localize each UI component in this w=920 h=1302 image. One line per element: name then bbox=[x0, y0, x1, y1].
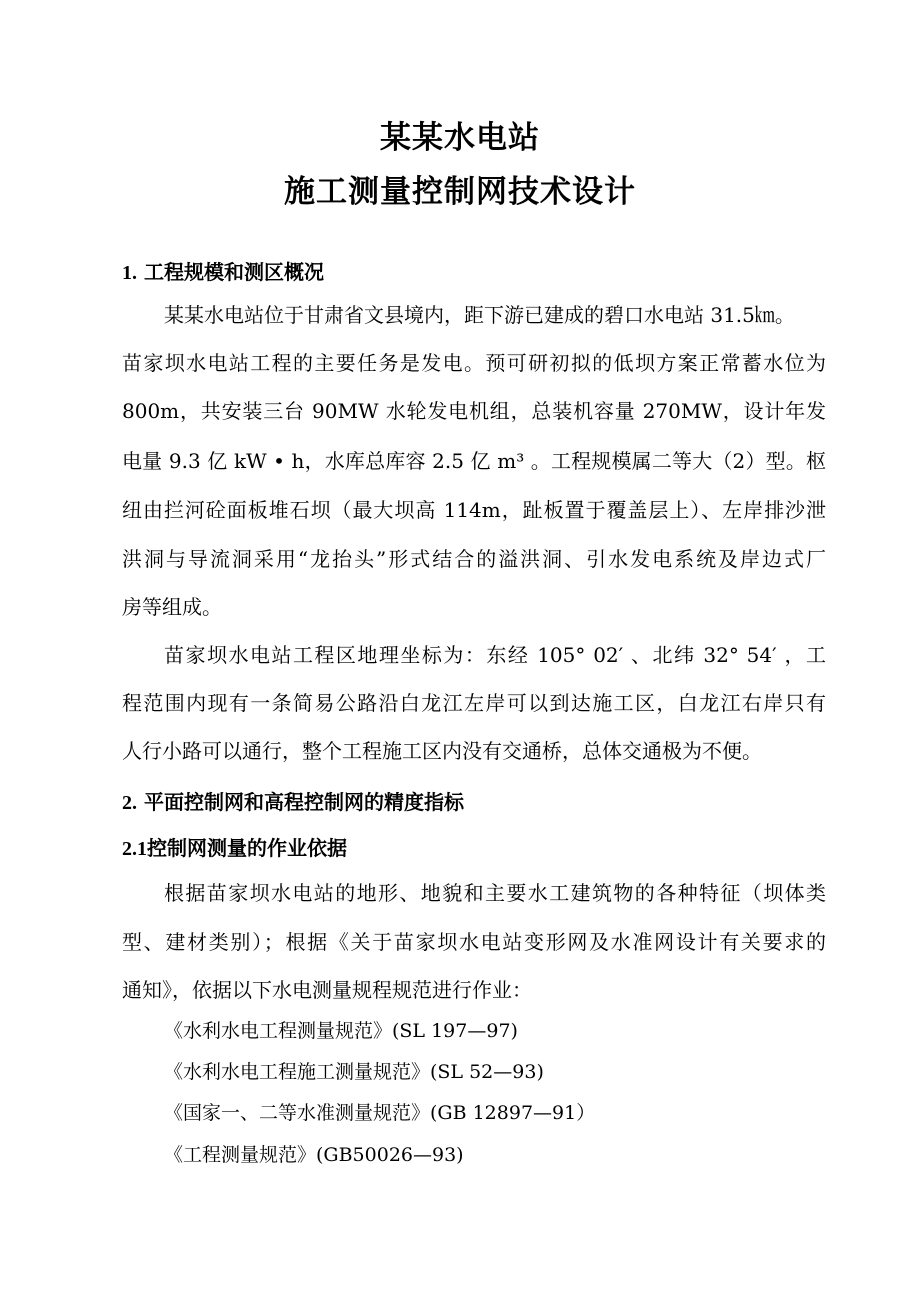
s21-p-line-1: 根据苗家坝水电站的地形、地貌和主要水工建筑物的各种特征（坝体类 bbox=[164, 881, 826, 905]
section-2-heading bbox=[122, 786, 464, 815]
s1-p1-line-3: 800m，共安装三台 90MW 水轮发电机组，总装机容量 270MW，设计年发 bbox=[122, 399, 826, 423]
s1-p1-line-1: 某某水电站位于甘肃省文县境内，距下游已建成的碧口水电站 31.5㎞。 bbox=[164, 303, 795, 327]
section-2-1-number: 2.1 bbox=[122, 838, 147, 860]
s1-p2-line-1: 苗家坝水电站工程区地理坐标为：东经 105° 02′ 、北纬 32° 54′ ，工 bbox=[164, 643, 826, 667]
s1-p1-line-7: 房等组成。 bbox=[122, 595, 222, 619]
section-2-title: 平面控制网和高程控制网的精度指标 bbox=[143, 790, 464, 814]
section-1-title: 工程规模和测区概况 bbox=[143, 260, 324, 284]
s1-p1-line-6: 洪洞与导流洞采用“龙抬头”形式结合的溢洪洞、引水发电系统及岸边式厂 bbox=[122, 547, 826, 571]
s21-p-line-2: 型、建材类别）；根据《关于苗家坝水电站变形网及水准网设计有关要求的 bbox=[122, 930, 826, 954]
section-2-1-title: 控制网测量的作业依据 bbox=[147, 836, 347, 860]
section-2-1-heading bbox=[122, 832, 347, 861]
section-2-number: 2. bbox=[122, 792, 137, 814]
s1-p2-line-3: 人行小路可以通行，整个工程施工区内没有交通桥，总体交通极为不便。 bbox=[122, 739, 762, 763]
section-1-number: 1. bbox=[122, 262, 137, 284]
document-title-line2: 施工测量控制网技术设计 bbox=[284, 174, 636, 210]
document-title-line1: 某某水电站 bbox=[380, 120, 540, 156]
s1-p1-line-4: 电量 9.3 亿 kW • h，水库总库容 2.5 亿 m³ 。工程规模属二等大（2）型。枢 bbox=[122, 449, 826, 473]
reference-item-4: 《工程测量规范》(GB50026—93) bbox=[164, 1144, 464, 1166]
s21-p-line-3: 通知》，依据以下水电测量规程规范进行作业： bbox=[122, 978, 532, 1002]
s1-p1-line-2: 苗家坝水电站工程的主要任务是发电。预可研初拟的低坝方案正常蓄水位为 bbox=[122, 351, 826, 375]
s1-p1-line-5: 纽由拦河砼面板堆石坝（最大坝高 114m，趾板置于覆盖层上）、左岸排沙泄 bbox=[122, 498, 826, 522]
s1-p2-line-2: 程范围内现有一条简易公路沿白龙江左岸可以到达施工区，白龙江右岸只有 bbox=[122, 691, 826, 715]
reference-item-1: 《水利水电工程测量规范》(SL 197—97) bbox=[164, 1020, 518, 1042]
section-1-heading bbox=[122, 256, 324, 285]
reference-item-2: 《水利水电工程施工测量规范》(SL 52—93) bbox=[164, 1061, 544, 1083]
reference-item-3: 《国家一、二等水准测量规范》(GB 12897—91） bbox=[164, 1102, 596, 1124]
